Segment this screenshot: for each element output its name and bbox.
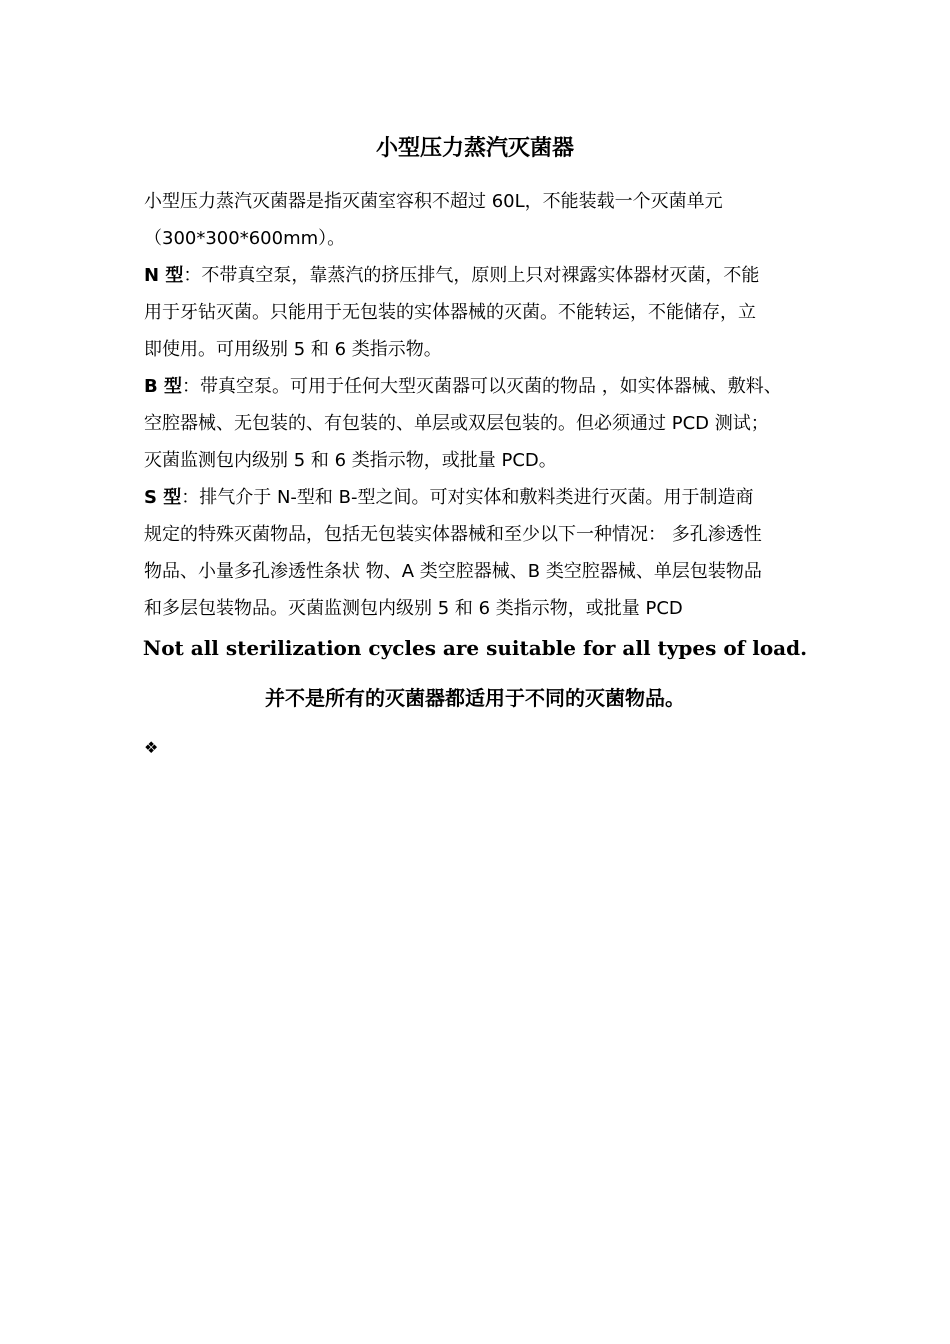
b-type-line-2: 空腔器械、无包装的、有包装的、单层或双层包装的。但必须通过 PCD 测试； [144,413,769,434]
n-type-label: N 型 [144,265,184,286]
b-type-line-1 [144,368,824,405]
intro-line-2: （300*300*600mm）。 [144,228,346,249]
b-type-label: B 型 [144,376,182,397]
english-note: Not all sterilization cycles are suitable for all types of load. [142,636,808,660]
diamond-bullet-icon: ❖ [144,738,159,757]
s-type-text-1: ：排气介于 N-型和 B-型之间。可对实体和敷料类进行灭菌。用于制造商 [181,487,754,508]
intro-paragraph [144,183,824,257]
s-type-label: S 型 [144,487,182,508]
b-type-line-3: 灭菌监测包内级别 5 和 6 类指示物，或批量 PCD。 [144,450,557,471]
s-type-line-2: 规定的特殊灭菌物品，包括无包装实体器械和至少以下一种情况： 多孔渗透性 [144,524,762,545]
document-body [144,183,824,627]
chinese-note: 并不是所有的灭菌器都适用于不同的灭菌物品。 [265,686,685,710]
s-type-line-3: 物品、小量多孔渗透性条状 物、A 类空腔器械、B 类空腔器械、单层包装物品 [144,561,762,582]
s-type-line-4: 和多层包装物品。灭菌监测包内级别 5 和 6 类指示物，或批量 PCD [144,598,683,619]
document-title: 小型压力蒸汽灭菌器 [375,136,574,161]
s-type-paragraph [144,479,824,627]
n-type-line-3: 即使用。可用级别 5 和 6 类指示物。 [144,339,442,360]
n-type-paragraph [144,257,824,368]
s-type-line-1 [144,479,824,516]
b-type-text-1: ：带真空泵。可用于任何大型灭菌器可以灭菌的物品 ，如实体器械、敷料、 [182,376,782,397]
n-type-line-1 [144,257,824,294]
b-type-paragraph [144,368,824,479]
n-type-line-2: 用于牙钻灭菌。只能用于无包装的实体器械的灭菌。不能转运，不能储存，立 [144,302,756,323]
intro-line-1: 小型压力蒸汽灭菌器是指灭菌室容积不超过 60L，不能装载一个灭菌单元 [144,191,723,212]
n-type-text-1: ：不带真空泵，靠蒸汽的挤压排气，原则上只对裸露实体器材灭菌，不能 [183,265,760,286]
